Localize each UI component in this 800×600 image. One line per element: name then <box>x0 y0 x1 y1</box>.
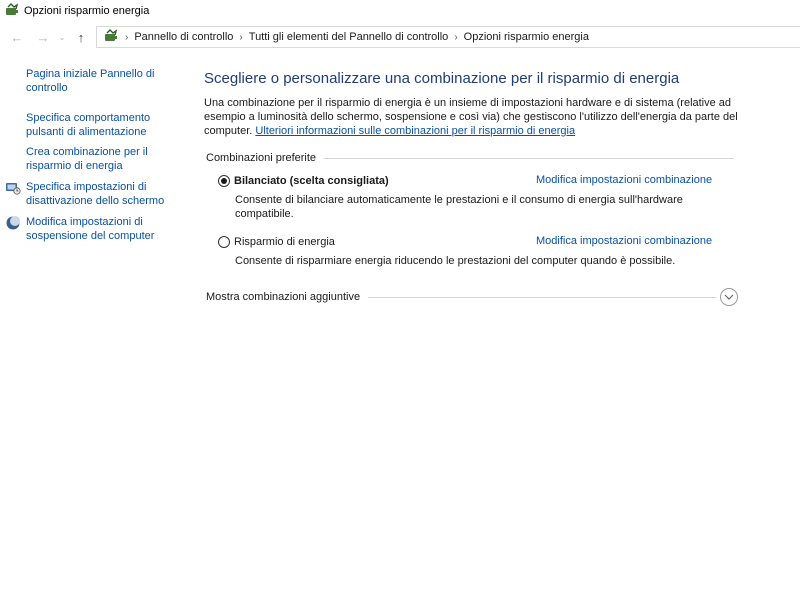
display-timer-icon <box>5 180 21 196</box>
plan-balanced-label[interactable]: Bilanciato (scelta consigliata) <box>234 175 389 187</box>
sidebar-item-sleep[interactable]: Modifica impostazioni di sospensione del computer <box>26 216 155 242</box>
address-bar[interactable] <box>96 26 800 48</box>
section-label: Combinazioni preferite <box>206 152 317 164</box>
plan-balanced <box>218 173 728 221</box>
plan-balanced-radio[interactable] <box>218 175 230 187</box>
navigation-bar <box>0 26 800 48</box>
preferred-plans-section <box>206 150 734 166</box>
power-options-icon <box>4 3 20 19</box>
title-bar <box>0 0 800 22</box>
main-content <box>204 70 744 303</box>
divider <box>324 158 734 159</box>
chevron-down-icon[interactable]: ⌄ <box>58 32 66 42</box>
sidebar-item-display-off[interactable]: Specifica impostazioni di disattivazione dello schermo <box>26 181 165 207</box>
show-additional-plans[interactable] <box>206 288 738 306</box>
arrow-up-icon[interactable]: ↑ <box>77 29 85 45</box>
plan-balanced-modify-link[interactable]: Modifica impostazioni combinazione <box>536 174 713 186</box>
intro-line <box>204 124 744 138</box>
page-title: Scegliere o personalizzare una combinazione per il risparmio di energia <box>204 70 680 87</box>
chevron-down-icon[interactable] <box>720 288 738 306</box>
breadcrumb-power-options[interactable]: Opzioni risparmio energia <box>463 31 589 43</box>
plan-description <box>235 193 705 221</box>
intro-line-prefix: computer. <box>204 125 253 137</box>
plan-power-saver <box>218 234 728 268</box>
control-panel-icon <box>103 29 119 45</box>
plan-description-line: Consente di risparmiare energia riducendo le prestazioni del computer quando è possibile. <box>235 255 676 267</box>
breadcrumb-all-items[interactable]: Tutti gli elementi del Pannello di controllo <box>248 31 449 43</box>
divider <box>368 297 716 298</box>
plan-power-saver-label[interactable]: Risparmio di energia <box>234 236 335 248</box>
breadcrumb-separator[interactable]: › <box>239 31 243 43</box>
breadcrumb-control-panel[interactable]: Pannello di controllo <box>134 31 234 43</box>
plan-power-saver-radio[interactable] <box>218 236 230 248</box>
arrow-right-icon[interactable]: → <box>36 29 50 45</box>
sidebar-item-power-buttons[interactable]: Specifica comportamento pulsanti di alimentazione <box>26 112 151 138</box>
window-title: Opzioni risparmio energia <box>24 5 150 17</box>
intro-text <box>204 96 744 138</box>
plan-description-line: Consente di bilanciare automaticamente le prestazioni e il consumo di energia sull'hardware <box>235 194 683 206</box>
show-additional-plans-label[interactable]: Mostra combinazioni aggiuntive <box>206 291 361 303</box>
intro-line: esempio a luminosità dello schermo, sospensione e così via) che gestiscono l'utilizzo dell'energia da parte del <box>204 111 738 123</box>
plan-description <box>235 254 705 268</box>
intro-line: Una combinazione per il risparmio di energia è un insieme di impostazioni hardware e di sistema (relative ad <box>204 97 732 109</box>
plan-description-line: compatibile. <box>235 208 294 220</box>
breadcrumb-separator[interactable]: › <box>454 31 458 43</box>
radio-selected-dot <box>221 178 227 184</box>
learn-more-link[interactable]: Ulteriori informazioni sulle combinazioni per il risparmio di energia <box>255 125 576 137</box>
arrow-left-icon[interactable]: ← <box>10 29 24 45</box>
moon-icon <box>5 215 21 231</box>
sidebar-item-create-plan[interactable]: Crea combinazione per il risparmio di energia <box>26 146 148 172</box>
sidebar-item-home[interactable]: Pagina iniziale Pannello di controllo <box>26 68 155 94</box>
breadcrumb-separator[interactable]: › <box>125 31 129 43</box>
plan-power-saver-modify-link[interactable]: Modifica impostazioni combinazione <box>536 235 713 247</box>
